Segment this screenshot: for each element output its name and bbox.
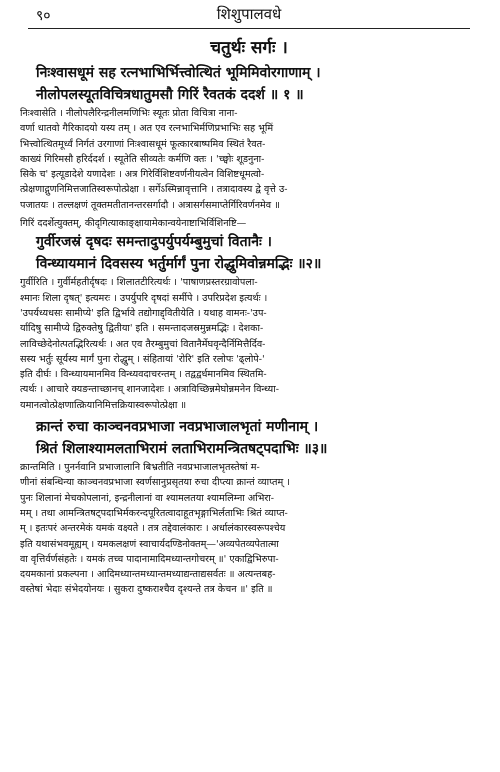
commentary-line: त्प्रेक्षणाद्गुणनिमित्तजातिस्वरूपोत्प्रेक्षा । सर्गेऽस्मिन्नावृत्तानि । तत्रादावस्य द्वे वृत्ते उ- [20,184,288,196]
commentary-line: त्यर्थः । आचारे क्यङन्ताच्छानच् शानजादेशः । अत्राविच्छिन्नमेघोन्नमनेन विन्ध्या- [20,384,279,396]
commentary-line: लाविच्छेदेनोत्पतद्भिरित्यर्थः । अत एव तैरम्बुमुचां वितानैर्मेघवृन्दैर्निमित्तैर्दिव- [20,338,266,350]
commentary-line: काख्यं गिरिमसौ हरिर्ददर्श । स्यूतेति सीव्यतेः कर्मणि क्तः । 'च्छ्वोः शूडनुना- [20,153,265,165]
verse-line: श्रितं शिलाश्यामलताभिरामं लताभिरामन्त्रितषट्पदाभिः ॥३॥ [36,441,328,458]
verse-block-1 [14,62,484,106]
commentary-line: क्रान्तमिति । पुनर्नवानि प्रभाजालानि बिभ्रतीति नवप्रभाजालभृतस्तेषां म- [20,462,260,474]
commentary-line: वर्णा धातवो गैरिकादयो यस्य तम् । अत एव रत्नभाभिर्मणिप्रभाभिः सह भूमिं [20,123,274,135]
commentary-line: सस्य भर्तुः सूर्यस्य मार्गं पुना रोद्धुम् । संहितायां 'रोरि' इति रलोपः 'ढ्लोपे-' [20,353,265,365]
commentary-line: म् । इतःपरं अन्तरमेकं यमकं वक्ष्यते । तत्र तद्देवालंकारः । अर्धालंकारस्वरूपश्चेय [20,523,286,535]
commentary-block-3 [14,460,484,598]
commentary-line: निःश्वासेति । नीलोपलैरिन्द्रनीलमणिभिः स्यूतः प्रोता विचित्रा नाना- [20,108,238,119]
commentary-line: वा वृत्तिर्वर्णसंहतेः । यमकं तच्च पादानामादिमध्यान्तगोचरम् ॥' एकाद्विभिरुपा- [20,553,279,565]
commentary-line: इति दीर्घः । विन्ध्यायमानमिव विन्ध्यवदाचरन्तम् । तद्वद्वर्धमानमिव स्थितमि- [20,369,267,381]
commentary-line: इति यथासंभवमूह्यम् । यमकलक्षणं स्वाचार्यदण्डिनोक्तम्—'अव्यपेतव्यपेतात्मा [20,538,279,550]
verse-line: क्रान्तं रुचा काञ्चनवप्रभाजा नवप्रभाजालभृतां मणीनाम् । [36,419,319,436]
commentary-line: सिके च' इत्यूडादेशे यणादेशः । अत्र गिरेर्विशिष्टवर्णनीयत्वेन विशिष्टधूमत्वो- [20,169,265,181]
verse-block-2 [14,231,484,275]
commentary-line: पुनः शिलानां मेचकोपलानां, इन्द्रनीलानां वा श्यामलतया श्यामलिम्ना अभिरा- [20,492,275,504]
commentary-line: णीनां संबन्धिन्या काञ्चनवप्रभाजा स्वर्णसानुप्रसृतया रुचा दीप्त्या क्रान्तं व्याप्तम् । [20,477,290,489]
commentary-line: यमानत्वोत्प्रेक्षणात्क्रियानिमित्तक्रियास्वरूपोत्प्रेक्षा ॥ [20,399,187,411]
commentary-block-2 [14,275,484,413]
commentary-line: 'उपर्यध्यधसः सामीप्ये' इति द्विर्भावे तद्योगाद्द्वितीयेति । यथाह वामनः-'उप- [20,307,267,319]
running-title: शिशुपालवधे [216,5,282,23]
commentary-line: पजातयः । तल्लक्षणं तूक्तमतीतानन्तरसर्गादौ । अत्रासर्गसमाप्तेर्गिरिवर्णनमेव ॥ [20,199,280,211]
verse-line: विन्ध्यायमानं दिवसस्य भर्तुर्मार्गं पुना रोद्धुमिवोन्नमद्भिः ॥२॥ [36,256,322,273]
verse-line: निःश्वासधूमं सह रत्नभाभिर्भित्त्वोत्थितं भूमिमिवोरगाणाम् । [36,65,321,81]
commentary-line: दयमकानां प्रकल्पना । आदिमध्यान्तमध्यान्तमध्याद्यन्ताद्यसर्वतः ॥ अत्यन्तबह- [20,569,276,581]
verse-intro: गिरिं ददर्शेत्युक्तम्, कीदृगित्याकाङ्क्षायामेकान्वयेनाष्टाभिर्विशिनष्टि— [20,218,247,230]
commentary-line: श्मानः शिला दृषत्' इत्यमरः । उपर्युपरि दृषदां सर्मीपे । उपरिप्रदेश इत्यर्थः । [20,292,268,304]
header-rule [28,28,470,29]
commentary-line: वस्तेषां भेदाः संभेदयोनयः । सुकरा दुष्कराश्चैव दृश्यन्ते तत्र केचन ॥' इति ॥ [20,584,273,596]
commentary-line: मम् । तथा आमन्त्रितषट्पदाभिर्मकरन्दपूरितत्वादाहूतभृङ्गाभिर्लताभिः श्रितं व्याप्त- [20,507,288,519]
verse-line: नीलोपलस्यूतविचित्रधातुमसौ गिरिं रैवतकं ददर्श ॥ १ ॥ [36,87,304,103]
verse-block-3 [14,416,484,460]
commentary-line: र्यादिषु सामीप्ये द्विरुक्तेषु द्वितीया' इति । समन्तादजस्रमुन्नमद्भिः । देशका- [20,323,264,335]
sarga-title: चतुर्थः सर्गः । [210,38,288,58]
commentary-line: भित्त्वोत्थितमूर्ध्वं निर्गतं उरगाणां निःश्वासधूमं फूत्कारबाष्पमिव स्थितं रैवत- [20,138,266,150]
page-header [14,0,484,34]
page-number: ९० [36,8,51,24]
verse-line: गुर्वीरजस्रं दृषदः समन्तादुपर्युपर्यम्बुमुचां वितानैः । [36,234,272,251]
commentary-block-1 [14,106,484,213]
commentary-line: गुर्वीरिति । गुर्वीर्महतीर्दृषदः । शिलातटीरित्यर्थः । 'पाषाणप्रस्तरग्रावोपला- [20,277,258,289]
